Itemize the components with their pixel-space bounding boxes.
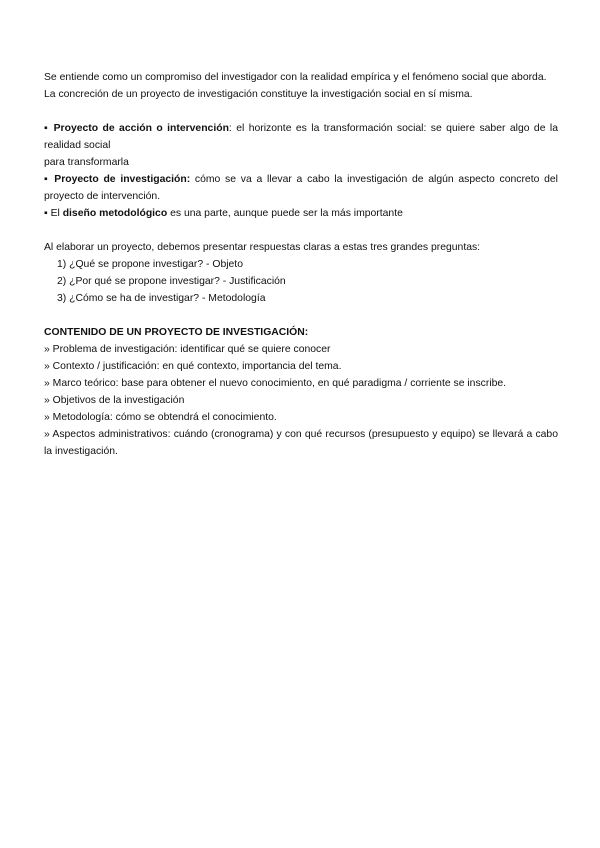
bullet: ▪ xyxy=(44,174,55,185)
question-item: 2) ¿Por qué se propone investigar? - Justificación xyxy=(57,276,286,287)
type-item-methodological-design xyxy=(44,205,558,222)
question-item: 3) ¿Cómo se ha de investigar? - Metodología xyxy=(57,293,266,304)
contents-item: » Contexto / justificación: en qué contexto, importancia del tema. xyxy=(44,361,342,372)
type-term: Proyecto de acción o intervención xyxy=(53,123,229,134)
type-item-continuation: para transformarla xyxy=(44,157,129,168)
type-term: diseño metodológico xyxy=(62,208,168,219)
question-item: 1) ¿Qué se propone investigar? - Objeto xyxy=(57,259,243,270)
type-item-research-project xyxy=(44,171,558,205)
document-body xyxy=(44,69,558,460)
type-item-action-project xyxy=(44,120,558,154)
type-term: Proyecto de investigación: xyxy=(54,174,191,185)
type-description: es una parte, aunque puede ser la más importante xyxy=(167,208,403,219)
type-description: : el horizonte es la transformación social: se quiere saber algo de la realidad social xyxy=(44,123,558,151)
intro-paragraph-1: Se entiende como un compromiso del investigador con la realidad empírica y el fenómeno social que aborda. xyxy=(44,72,547,83)
bullet: ▪ El xyxy=(44,208,63,219)
contents-item: » Aspectos administrativos: cuándo (cronograma) y con qué recursos (presupuesto y equipo) se llevará a cabo la investigación. xyxy=(44,429,558,457)
bullet: ▪ xyxy=(44,123,54,134)
type-description: cómo se va a llevar a cabo la investigación de algún aspecto concreto del proyecto de intervención. xyxy=(44,174,558,202)
contents-heading: CONTENIDO DE UN PROYECTO DE INVESTIGACIÓN: xyxy=(44,327,309,338)
contents-item: » Problema de investigación: identificar qué se quiere conocer xyxy=(44,344,331,355)
spacer xyxy=(44,103,558,120)
spacer xyxy=(44,307,558,324)
contents-item: » Objetivos de la investigación xyxy=(44,395,185,406)
spacer xyxy=(44,222,558,239)
questions-intro: Al elaborar un proyecto, debemos presentar respuestas claras a estas tres grandes preguntas: xyxy=(44,242,481,253)
contents-item: » Marco teórico: base para obtener el nuevo conocimiento, en qué paradigma / corriente se inscribe. xyxy=(44,378,507,389)
intro-paragraph-2: La concreción de un proyecto de investigación constituye la investigación social en sí misma. xyxy=(44,89,473,100)
contents-item: » Metodología: cómo se obtendrá el conocimiento. xyxy=(44,412,277,423)
